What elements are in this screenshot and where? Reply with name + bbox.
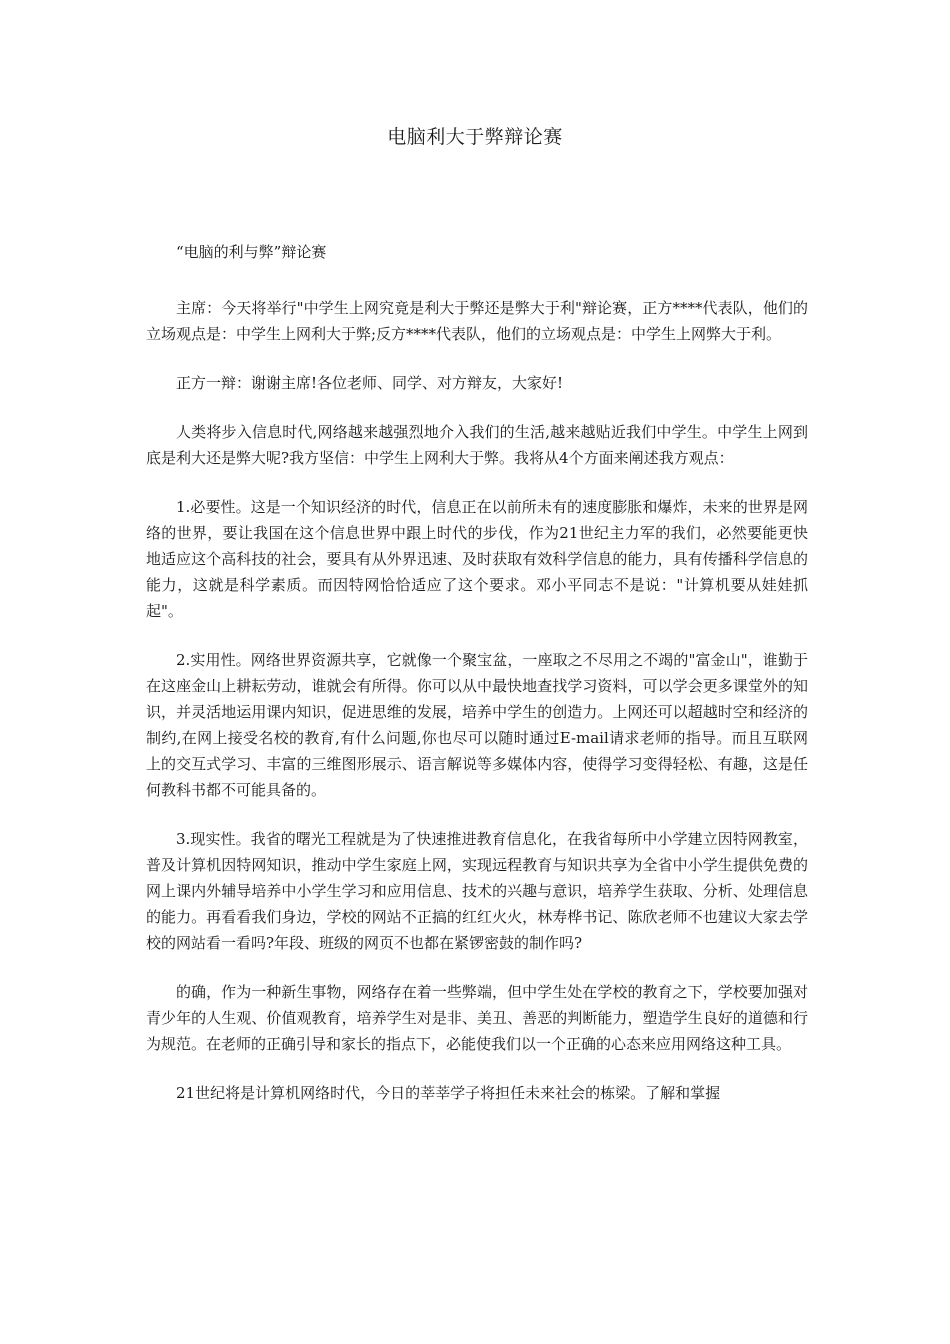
paragraph-point-practicality: 2.实用性。网络世界资源共享，它就像一个聚宝盆，一座取之不尽用之不竭的"富金山"，谁勤于在这座金山上耕耘劳动，谁就会有所得。你可以从中最快地查找学习资料，可以学会更多课堂外的知识，并灵活地运用课内知识，促进思维的发展，培养中学生的创造力。上网还可以超越时空和经济的制约,在网上接受名校的教育,有什么问题,你也尽可以随时通过E-mail请求老师的指导。而且互联网上的交互式学习、丰富的三维图形展示、语言解说等多媒体内容，使得学习变得轻松、有趣，这是任何教科书都不可能具备的。 <box>146 651 808 799</box>
document-title: 电脑利大于弊辩论赛 <box>387 126 563 148</box>
paragraph-point-necessity: 1.必要性。这是一个知识经济的时代，信息正在以前所未有的速度膨胀和爆炸，未来的世界是网络的世界，要让我国在这个信息世界中跟上时代的步伐，作为21世纪主力军的我们，必然要能更快地适应这个高科技的社会，要具有从外界迅速、及时获取有效科学信息的能力，具有传播科学信息的能力，这就是科学素质。而因特网恰恰适应了这个要求。邓小平同志不是说："计算机要从娃娃抓起"。 <box>146 498 808 620</box>
document-body <box>146 239 808 1129</box>
paragraph-rebuttal: 的确，作为一种新生事物，网络存在着一些弊端，但中学生处在学校的教育之下，学校要加强对青少年的人生观、价值观教育，培养学生对是非、美丑、善恶的判断能力，塑造学生良好的道德和行为规范。在老师的正确引导和家长的指点下，必能使我们以一个正确的心态来应用网络这种工具。 <box>146 983 808 1053</box>
paragraph-conclusion-start: 21世纪将是计算机网络时代，今日的莘莘学子将担任未来社会的栋梁。了解和掌握 <box>176 1084 721 1102</box>
debate-subtitle: “电脑的利与弊”辩论赛 <box>176 243 327 261</box>
paragraph-thesis: 人类将步入信息时代,网络越来越强烈地介入我们的生活,越来越贴近我们中学生。中学生上网到底是利大还是弊大呢?我方坚信：中学生上网利大于弊。我将从4个方面来阐述我方观点： <box>146 423 808 467</box>
paragraph-chair-intro: 主席：今天将举行"中学生上网究竟是利大于弊还是弊大于利"辩论赛，正方****代表队，他们的立场观点是：中学生上网利大于弊;反方****代表队，他们的立场观点是：中学生上网弊大于利。 <box>146 299 808 343</box>
paragraph-first-debater-greeting: 正方一辩：谢谢主席!各位老师、同学、对方辩友，大家好! <box>176 374 564 392</box>
paragraph-point-reality: 3.现实性。我省的曙光工程就是为了快速推进教育信息化，在我省每所中小学建立因特网教室，普及计算机因特网知识，推动中学生家庭上网，实现远程教育与知识共享为全省中小学生提供免费的网上课内外辅导培养中小学生学习和应用信息、技术的兴趣与意识，培养学生获取、分析、处理信息的能力。再看看我们身边，学校的网站不正搞的红红火火，林寿桦书记、陈欣老师不也建议大家去学校的网站看一看吗?年段、班级的网页不也都在紧锣密鼓的制作吗? <box>146 830 808 952</box>
